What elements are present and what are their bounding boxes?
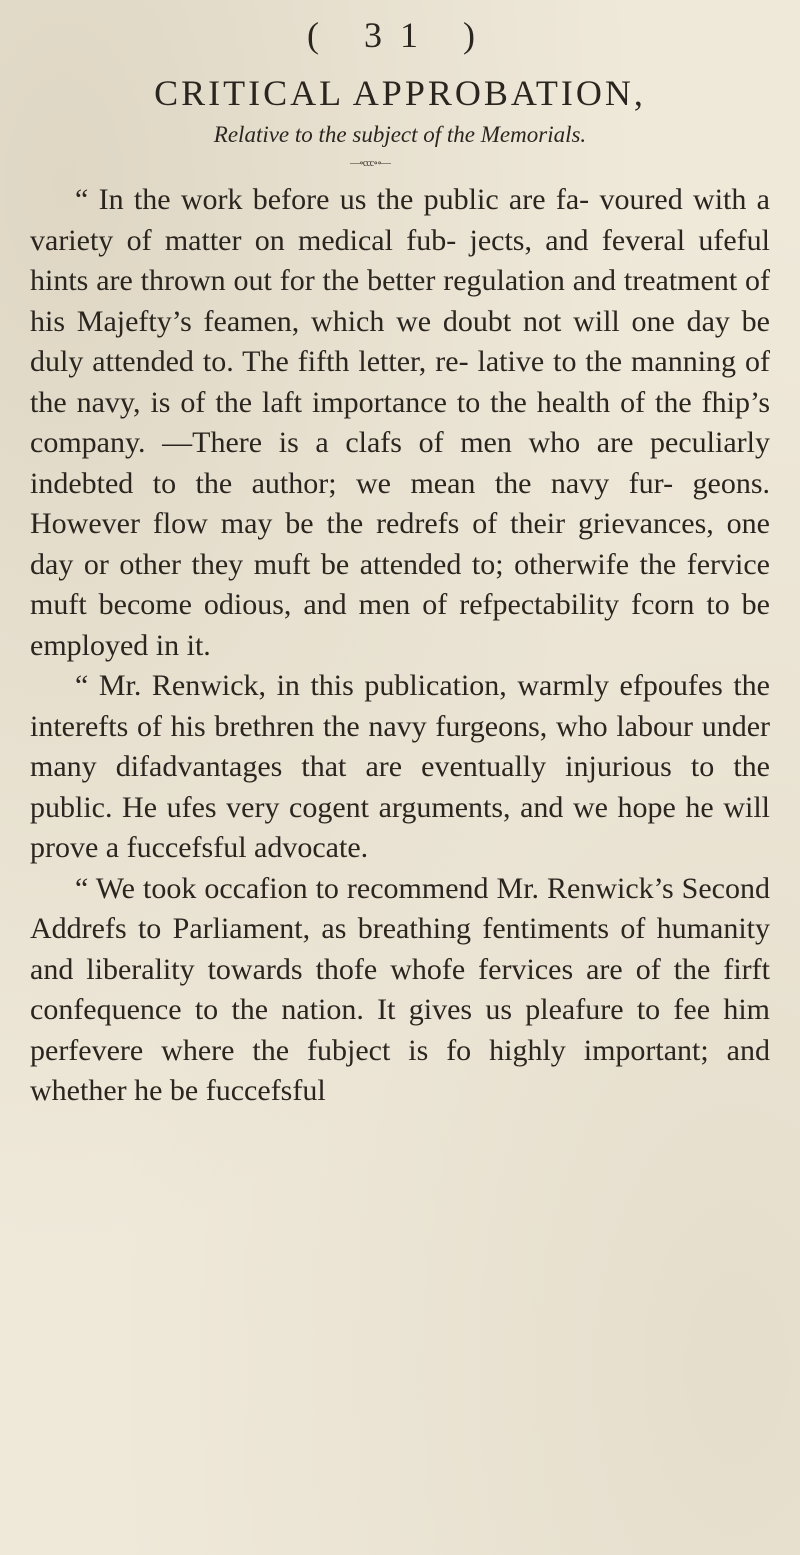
paragraph-3: “ We took occafion to recommend Mr. Renwick’s Second Addrefs to Parliament, as breathing fentiments of humanity and liberality towards thofe whofe fervices are of the firft confequence to the nation. It gives us pleafure to fee him perfevere where the fubject is fo highly important; and whether he be fuccefsful [30, 871, 770, 1107]
page-number: ( 31 ) [307, 15, 493, 55]
paragraph-1: “ In the work before us the public are fa- voured with a variety of matter on medical fub- jects, and feveral ufeful hints are thrown out for the better regulation and treatment of his Majefty’s feamen, which we doubt not will one day be duly attended to. The fifth letter, re- lative to the manning of the navy, is of the laft importance to the health of the fhip’s company. —There is a clafs of men who are peculiarly indebted to the author; we mean the navy fur- geons. However flow may be the redrefs of their grievances, one day or other they muft be attended to; otherwife the fervice muft become odious, and men of refpectability fcorn to be employed in it. [30, 183, 770, 662]
ornament-rule: —∘ccc∘∘— [349, 158, 391, 169]
body-text [30, 180, 770, 1112]
section-heading: CRITICAL APPROBATION, [154, 73, 646, 113]
paragraph-2: “ Mr. Renwick, in this publication, warmly efpoufes the interefts of his brethren the navy furgeons, who labour under many difadvantages that are eventually injurious to the public. He ufes very cogent arguments, and we hope he will prove a fuccefsful advocate. [30, 669, 770, 864]
section-subheading: Relative to the subject of the Memorials. [213, 122, 587, 147]
